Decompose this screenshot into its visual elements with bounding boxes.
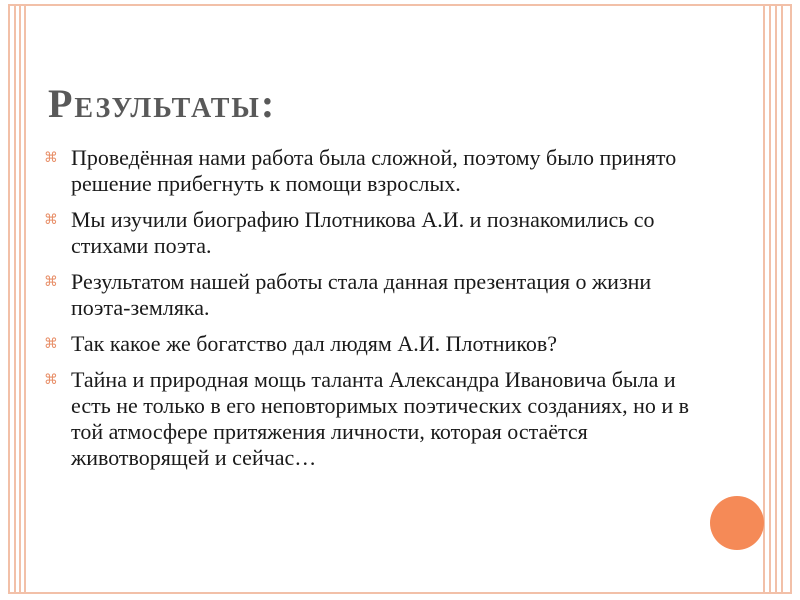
bullet-text: Так какое же богатство дал людям А.И. Плотников? (71, 331, 558, 356)
right-stripe (769, 4, 771, 594)
bullet-list (44, 145, 694, 481)
left-stripe (14, 4, 16, 594)
bullet-item (44, 145, 694, 197)
bullet-icon: ⌘ (44, 373, 58, 388)
right-stripe (781, 4, 783, 594)
bullet-icon: ⌘ (44, 337, 58, 352)
left-stripe (19, 4, 21, 594)
bullet-icon: ⌘ (44, 151, 58, 166)
right-stripe (775, 4, 777, 594)
bullet-icon: ⌘ (44, 275, 58, 290)
bullet-text: Проведённая нами работа была сложной, поэтому было принято решение прибегнуть к помощи взрослых. (71, 145, 677, 196)
bullet-icon: ⌘ (44, 213, 58, 228)
bullet-item (44, 367, 694, 471)
right-stripe (763, 4, 765, 594)
bullet-item (44, 269, 694, 321)
decorative-circle (710, 496, 764, 550)
bullet-item (44, 331, 694, 357)
slide-title: Результаты: (48, 81, 277, 126)
bullet-text: Тайна и природная мощь таланта Александра Ивановича была и есть не только в его неповторимых поэтических созданиях, но и в той атмосфере притяжения личности, которая остаётся животворящей и сейчас… (71, 367, 690, 470)
bullet-item (44, 207, 694, 259)
bullet-text: Мы изучили биографию Плотникова А.И. и познакомились со стихами поэта. (71, 207, 655, 258)
bullet-text: Результатом нашей работы стала данная презентация о жизни поэта-земляка. (71, 269, 652, 320)
left-stripe (24, 4, 26, 594)
